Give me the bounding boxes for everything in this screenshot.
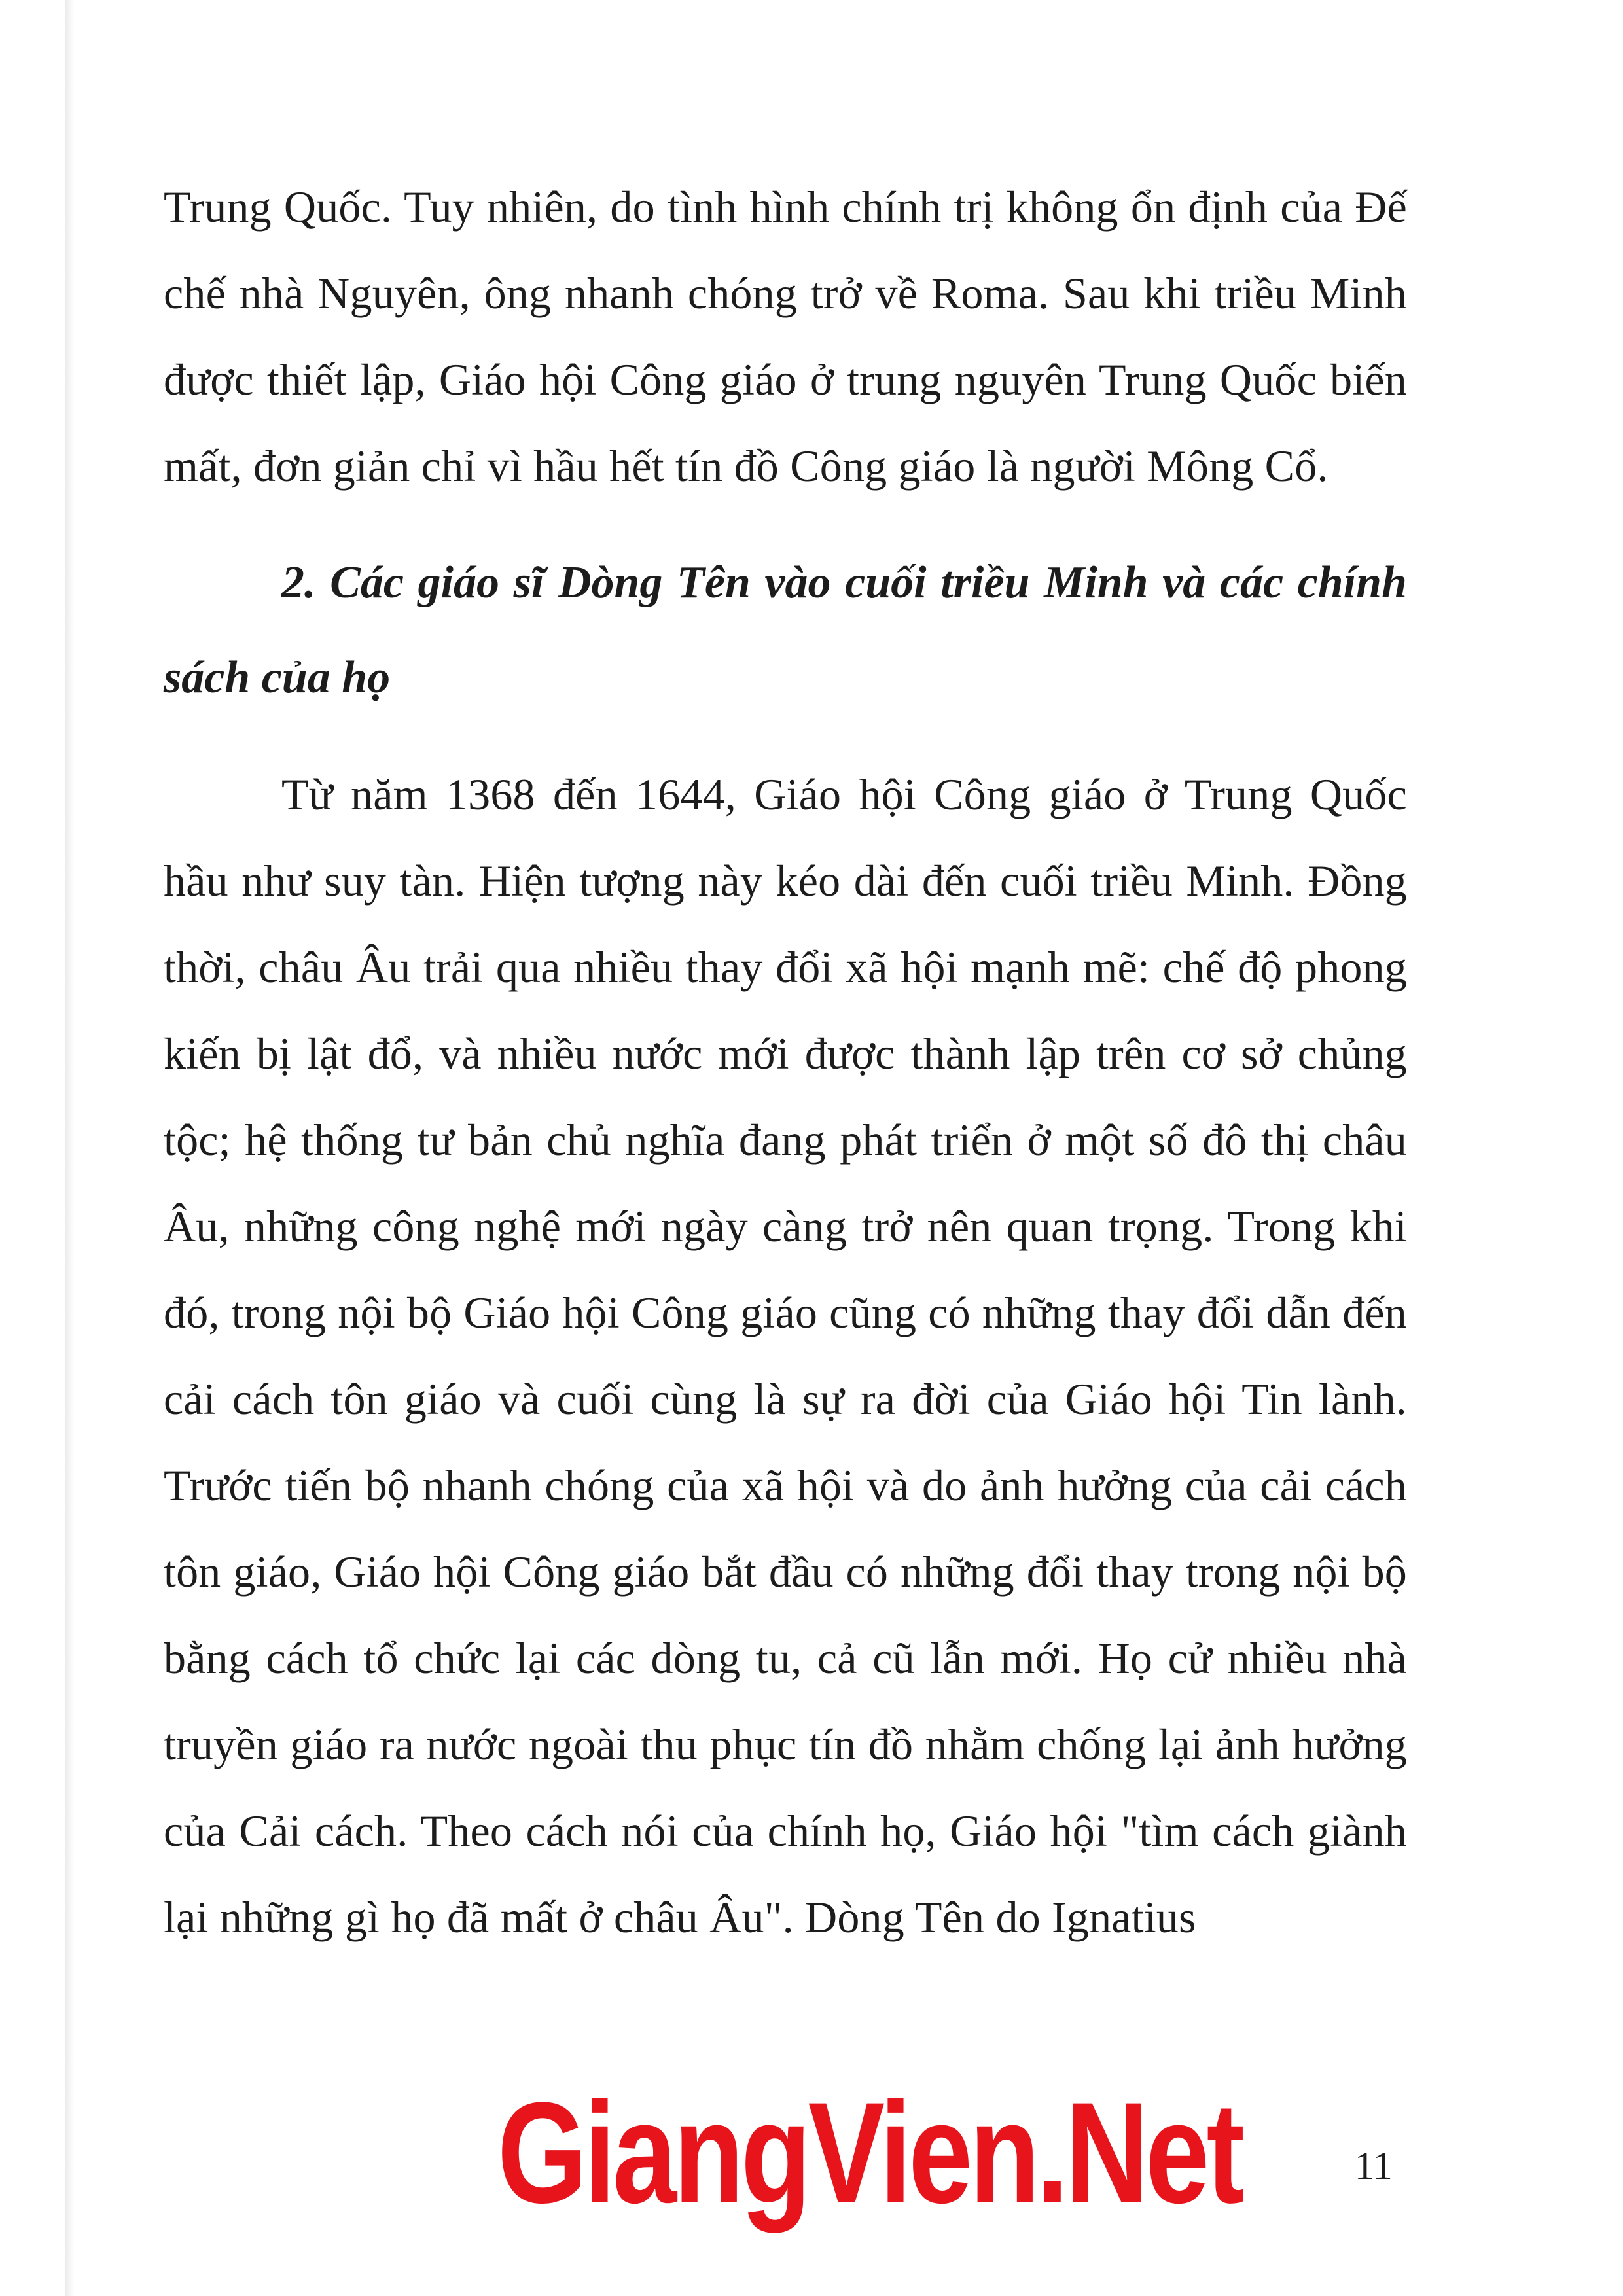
watermark-logo: GiangVien.Net: [497, 2072, 1242, 2233]
section-heading: 2. Các giáo sĩ Dòng Tên vào cuối triều Minh và các chính sách của họ: [164, 557, 1407, 703]
paragraph-body: Từ năm 1368 đến 1644, Giáo hội Công giáo ở Trung Quốc hầu như suy tàn. Hiện tượng này kéo dài đến cuối triều Minh. Đồng thời, châu Âu trải qua nhiều thay đổi xã hội mạnh mẽ: chế độ phong kiến bị lật đổ, và nhiều nước mới được thành lập trên cơ sở chủng tộc; hệ thống tư bản chủ nghĩa đang phát triển ở một số đô thị châu Âu, những công nghệ mới ngày càng trở nên quan trọng. Trong khi đó, trong nội bộ Giáo hội Công giáo cũng có những thay đổi dẫn đến cải cách tôn giáo và cuối cùng là sự ra đời của Giáo hội Tin lành. Trước tiến bộ nhanh chóng của xã hội và do ảnh hưởng của cải cách tôn giáo, Giáo hội Công giáo bắt đầu có những đổi thay trong nội bộ bằng cách tổ chức lại các dòng tu, cả cũ lẫn mới. Họ cử nhiều nhà truyền giáo ra nước ngoài thu phục tín đồ nhằm chống lại ảnh hưởng của Cải cách. Theo cách nói của chính họ, Giáo hội "tìm cách giành lại những gì họ đã mất ở châu Âu". Dòng Tên do Ignatius: [164, 769, 1407, 1942]
page-number: 11: [1355, 2144, 1393, 2187]
paragraph-continuation: Trung Quốc. Tuy nhiên, do tình hình chính trị không ổn định của Đế chế nhà Nguyên, ông nhanh chóng trở về Roma. Sau khi triều Minh được thiết lập, Giáo hội Công giáo ở trung nguyên Trung Quốc biến mất, đơn giản chỉ vì hầu hết tín đồ Công giáo là người Mông Cổ.: [164, 182, 1407, 491]
book-page: [164, 164, 1407, 1960]
scan-edge-shadow: [65, 0, 75, 2296]
